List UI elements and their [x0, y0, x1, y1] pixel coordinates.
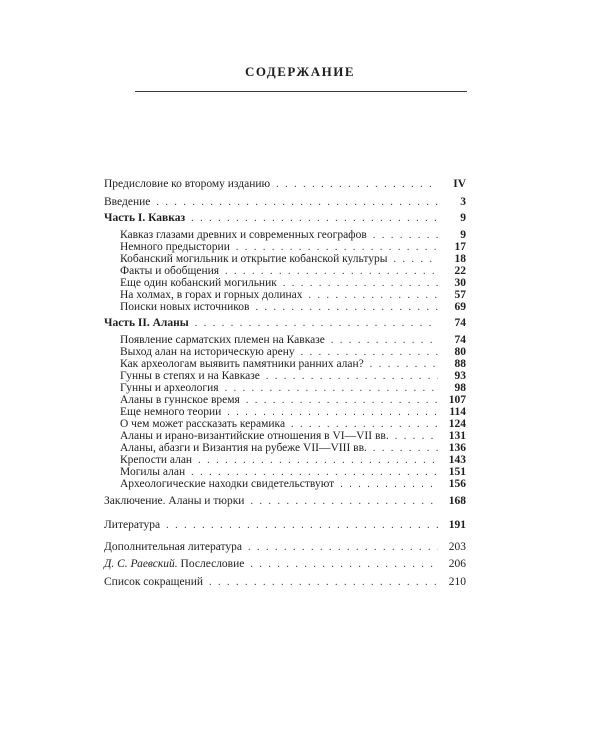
dot-leader [340, 478, 438, 491]
toc-item-page: 151 [448, 466, 466, 478]
toc-entry-label: Дополнительная литература [104, 541, 242, 553]
toc-item-page: 124 [448, 418, 466, 430]
toc-item-label: Гунны в степях и на Кавказе [120, 370, 260, 382]
toc-item-label: Гунны и археология [120, 382, 219, 394]
toc-item-label: Еще немного теории [120, 406, 222, 418]
toc-item-label: Еще один кобанский могильник [120, 277, 277, 289]
toc-item-page: 136 [448, 442, 466, 454]
toc-item-page: 107 [448, 394, 466, 406]
toc-entry-page: IV [453, 178, 466, 190]
toc-item-page: 22 [454, 265, 466, 277]
toc-entry-intro [104, 196, 466, 209]
toc-part-label: Часть II. Аланы [104, 317, 189, 329]
toc-part-label: Часть I. Кавказ [104, 212, 186, 224]
toc-part-page: 9 [460, 212, 466, 224]
toc-entry-page: 206 [448, 558, 466, 570]
page-title: СОДЕРЖАНИЕ [244, 64, 356, 79]
toc-entry-label: Заключение. Аланы и тюрки [104, 495, 245, 507]
dot-leader [248, 541, 438, 554]
toc-item-page: 57 [454, 289, 466, 301]
dot-leader [250, 558, 438, 571]
toc-item-label: Факты и обобщения [120, 265, 220, 277]
toc-item-page: 69 [454, 301, 466, 313]
dot-leader [250, 495, 438, 508]
toc-entry-page: 210 [448, 576, 466, 588]
toc-entry-page: 191 [448, 519, 466, 531]
toc-entry-label [104, 558, 244, 571]
dot-leader [255, 301, 438, 314]
toc-entry-page: 3 [460, 196, 466, 208]
toc-part-2 [104, 317, 466, 330]
toc-item [120, 478, 466, 491]
dot-leader [195, 317, 438, 330]
toc-item-page: 114 [449, 406, 466, 418]
toc-entry-label: Введение [104, 196, 151, 208]
toc-item-label: Аланы в гуннское время [120, 394, 240, 406]
toc-item-label: На холмах, в горах и горных долинах [120, 289, 303, 301]
toc-item-page: 17 [454, 241, 466, 253]
toc-item-page: 143 [448, 454, 466, 466]
toc-item-label: Кавказ глазами древних и современных географов [120, 229, 367, 241]
toc-entry-page: 168 [448, 495, 466, 507]
toc-entry-preface [104, 178, 466, 191]
dot-leader [191, 212, 438, 225]
toc-item-page: 88 [454, 358, 466, 370]
toc-entry-afterword [104, 558, 466, 571]
toc-item-label: Могилы алан [120, 466, 186, 478]
toc-part-1 [104, 212, 466, 225]
toc-item [120, 301, 466, 314]
dot-leader [276, 178, 438, 191]
toc-item-label: Аланы и ирано-византийские отношения в VI—VII вв. [120, 430, 389, 442]
toc-entry-label: Предисловие ко второму изданию [104, 178, 271, 190]
toc-item-page: 30 [454, 277, 466, 289]
toc-item-label: Поиски новых источников [120, 301, 250, 313]
toc-item-page: 74 [454, 334, 466, 346]
dot-leader [209, 576, 438, 589]
toc-entry-label: Список сокращений [104, 576, 204, 588]
toc-entry-extra-literature [104, 541, 466, 554]
title-divider [135, 91, 467, 92]
toc-item-label: Появление сарматских племен на Кавказе [120, 334, 325, 346]
toc-item-page: 156 [448, 478, 466, 490]
toc-entry-abbreviations [104, 576, 466, 589]
toc-item-label: Как археологам выявить памятники ранних алан? [120, 358, 364, 370]
toc-entry-conclusion [104, 495, 466, 508]
toc-item-page: 80 [454, 346, 466, 358]
toc-item-page: 98 [454, 382, 466, 394]
toc-item-page: 18 [454, 253, 466, 265]
toc-entry-label: Литература [104, 519, 161, 531]
toc-entry-page: 203 [448, 541, 466, 553]
toc-item-page: 9 [460, 229, 466, 241]
toc-item-label: Немного предыстории [120, 241, 230, 253]
toc-item-page: 131 [448, 430, 466, 442]
dot-leader [166, 519, 438, 532]
afterword-author: Д. С. Раевский. [104, 558, 178, 570]
toc-item-page: 93 [454, 370, 466, 382]
toc-part-page: 74 [454, 317, 466, 329]
toc-entry-literature [104, 519, 466, 532]
toc-item-label: Аланы, абазги и Византия на рубеже VII—VIII вв. [120, 442, 367, 454]
dot-leader [156, 196, 438, 209]
toc-item-label: О чем может рассказать керамика [120, 418, 286, 430]
toc-item-label: Крепости алан [120, 454, 193, 466]
afterword-title: Послесловие [180, 558, 245, 570]
toc-item-label: Кобанский могильник и открытие кобанской культуры [120, 253, 388, 265]
toc-item-label: Выход алан на историческую арену [120, 346, 295, 358]
toc-item-label: Археологические находки свидетельствуют [120, 478, 335, 490]
